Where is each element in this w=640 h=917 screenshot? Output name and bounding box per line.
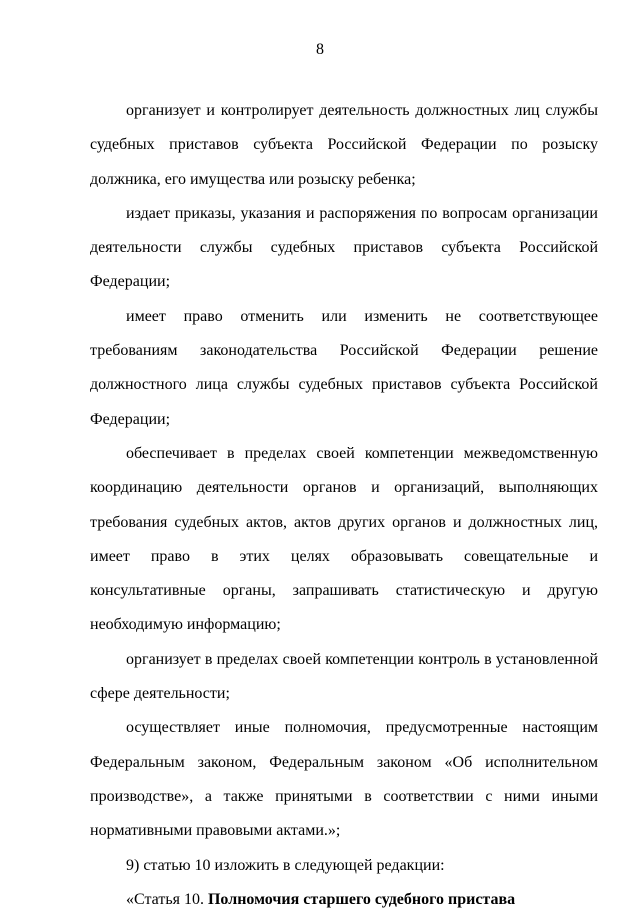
article-heading-title: Полномочия старшего судебного пристава bbox=[207, 890, 516, 908]
page-number: 8 bbox=[316, 41, 324, 58]
paragraph-item-9: 9) статью 10 изложить в следующей редакции: bbox=[126, 856, 445, 874]
paragraph-organizes-search: организует и контролирует деятельность должностных лиц службы судебных приставов субъекта Российской Федерации по розыску должника, его имущества или розыску ребенка; bbox=[90, 102, 598, 188]
paragraph-right-to-cancel: имеет право отменить или изменить не соответствующее требованиям законодательства Российской Федерации решение должностного лица службы судебных приставов субъекта Российской Федерации; bbox=[90, 307, 598, 428]
paragraph-organizes-control: организует в пределах своей компетенции контроль в установленной сфере деятельности; bbox=[90, 650, 598, 703]
article-heading-prefix: «Статья 10. bbox=[126, 890, 208, 908]
document-body bbox=[90, 94, 598, 917]
paragraph-issues-orders: издает приказы, указания и распоряжения по вопросам организации деятельности службы судебных приставов субъекта Российской Федерации; bbox=[90, 204, 598, 291]
paragraph-ensures-coordination: обеспечивает в пределах своей компетенции межведомственную координацию деятельности органов и организаций, выполняющих требования судебных актов, актов других органов и должностных лиц, имеет право в этих целях образовывать совещательные и консультативные органы, запрашивать статистическую и другую необходимую информацию; bbox=[90, 444, 598, 634]
paragraph-other-powers: осуществляет иные полномочия, предусмотренные настоящим Федеральным законом, Федеральным законом «Об исполнительном производстве», а также принятыми в соответствии с ними иными нормативными правовыми актами.»; bbox=[90, 719, 598, 840]
